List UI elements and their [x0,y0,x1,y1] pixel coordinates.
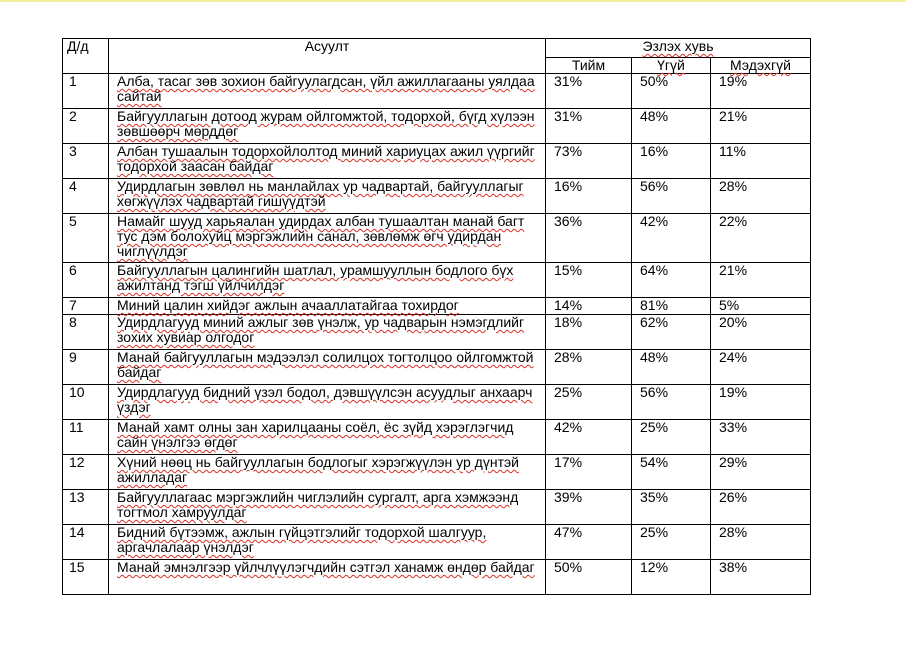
row-yes: 25% [546,385,632,420]
row-question: Байгууллагаас мэргэжлийн чиглэлийн сургалт, арга хэмжээнд тогтмол хамруулдаг [109,490,546,525]
row-yes: 14% [546,298,632,315]
row-question: Манай эмнэлгээр үйлчлүүлэгчдийн сэтгэл ханамж өндөр байдаг [109,560,546,595]
row-number: 2 [63,109,109,144]
row-yes: 31% [546,109,632,144]
row-unknown: 28% [711,179,811,214]
row-unknown: 33% [711,420,811,455]
row-no: 48% [632,350,711,385]
row-unknown: 19% [711,74,811,109]
row-unknown: 19% [711,385,811,420]
row-yes: 18% [546,315,632,350]
row-unknown: 24% [711,350,811,385]
row-number: 7 [63,298,109,315]
row-unknown: 38% [711,560,811,595]
row-no: 25% [632,420,711,455]
table-row [63,525,811,560]
table-row [63,214,811,263]
row-question: Байгууллагын дотоод журам ойлгомжтой, тодорхой, бүгд хүлээн зөвшөөрч мөрддөг [109,109,546,144]
row-unknown: 26% [711,490,811,525]
row-number: 13 [63,490,109,525]
table-row [63,109,811,144]
row-unknown: 20% [711,315,811,350]
row-no: 56% [632,179,711,214]
table-row [63,350,811,385]
row-question: Удирдлагын зөвлөл нь манлайлах ур чадвартай, байгууллагыг хөгжүүлэх чадвартай гишүүдтэй [109,179,546,214]
row-question: Алба, тасаг зөв зохион байгуулагдсан, үйл ажиллагааны уялдаа сайтай [109,74,546,109]
row-question: Албан тушаалын тодорхойлолтод миний хариуцах ажил үүргийг тодорхой заасан байдаг [109,144,546,179]
header-option-yes: Тийм [546,58,632,74]
row-unknown: 29% [711,455,811,490]
table-row [63,74,811,109]
row-number: 4 [63,179,109,214]
row-no: 62% [632,315,711,350]
row-yes: 50% [546,560,632,595]
header-share: Эзлэх хувь [546,39,811,58]
row-unknown: 22% [711,214,811,263]
table-row [63,179,811,214]
row-number: 3 [63,144,109,179]
table-row [63,315,811,350]
row-yes: 47% [546,525,632,560]
row-yes: 28% [546,350,632,385]
row-number: 5 [63,214,109,263]
row-no: 54% [632,455,711,490]
header-option-unknown: Мэдэхгүй [711,58,811,74]
table-row [63,490,811,525]
row-number: 9 [63,350,109,385]
row-question: Хүний нөөц нь байгууллагын бодлогыг хэрэгжүүлэн ур дүнтэй ажилладаг [109,455,546,490]
row-yes: 73% [546,144,632,179]
row-no: 48% [632,109,711,144]
header-row-1 [63,39,811,58]
table-row [63,420,811,455]
row-no: 12% [632,560,711,595]
row-unknown: 11% [711,144,811,179]
row-no: 64% [632,263,711,298]
row-number: 12 [63,455,109,490]
row-yes: 39% [546,490,632,525]
row-number: 15 [63,560,109,595]
row-number: 6 [63,263,109,298]
row-no: 35% [632,490,711,525]
row-no: 56% [632,385,711,420]
row-yes: 15% [546,263,632,298]
row-question: Манай хамт олны зан харилцааны соёл, ёс зүйд хэрэглэгчид сайн үнэлгээ өгдөг [109,420,546,455]
row-number: 14 [63,525,109,560]
row-yes: 17% [546,455,632,490]
row-yes: 36% [546,214,632,263]
row-question: Намайг шууд харьяалан удирдах албан тушаалтан манай багт тус дэм болохуйц мэргэжлийн санал, зөвлөмж өгч удирдан чиглүүлдэг [109,214,546,263]
row-question: Байгууллагын цалингийн шатлал, урамшууллын бодлого бүх ажилтанд тэгш үйлчилдэг [109,263,546,298]
survey-table [62,38,811,595]
row-no: 42% [632,214,711,263]
row-no: 50% [632,74,711,109]
row-number: 8 [63,315,109,350]
header-num: Д/д [63,39,109,74]
header-question: Асуулт [109,39,546,74]
row-no: 16% [632,144,711,179]
table-row [63,298,811,315]
row-unknown: 21% [711,263,811,298]
table-row [63,263,811,298]
row-number: 1 [63,74,109,109]
row-no: 25% [632,525,711,560]
row-question: Бидний бүтээмж, ажлын гүйцэтгэлийг тодорхой шалгуур, аргачлалаар үнэлдэг [109,525,546,560]
row-yes: 42% [546,420,632,455]
row-number: 11 [63,420,109,455]
row-question: Манай байгууллагын мэдээлэл солилцох тогтолцоо ойлгомжтой байдаг [109,350,546,385]
row-unknown: 21% [711,109,811,144]
row-yes: 31% [546,74,632,109]
row-question: Удирдлагууд миний ажлыг зөв үнэлж, ур чадварын нэмэгдлийг зохих хувиар олгодог [109,315,546,350]
table-row [63,455,811,490]
table-row [63,385,811,420]
table-row [63,144,811,179]
row-yes: 16% [546,179,632,214]
table-row [63,560,811,595]
row-no: 81% [632,298,711,315]
row-unknown: 5% [711,298,811,315]
header-option-no: Үгүй [632,58,711,74]
top-rule [0,0,906,2]
row-number: 10 [63,385,109,420]
row-unknown: 28% [711,525,811,560]
row-question: Миний цалин хийдэг ажлын ачааллатайгаа тохирдог [109,298,546,315]
row-question: Удирдлагууд бидний үзэл бодол, дэвшүүлсэн асуудлыг анхаарч үздэг [109,385,546,420]
